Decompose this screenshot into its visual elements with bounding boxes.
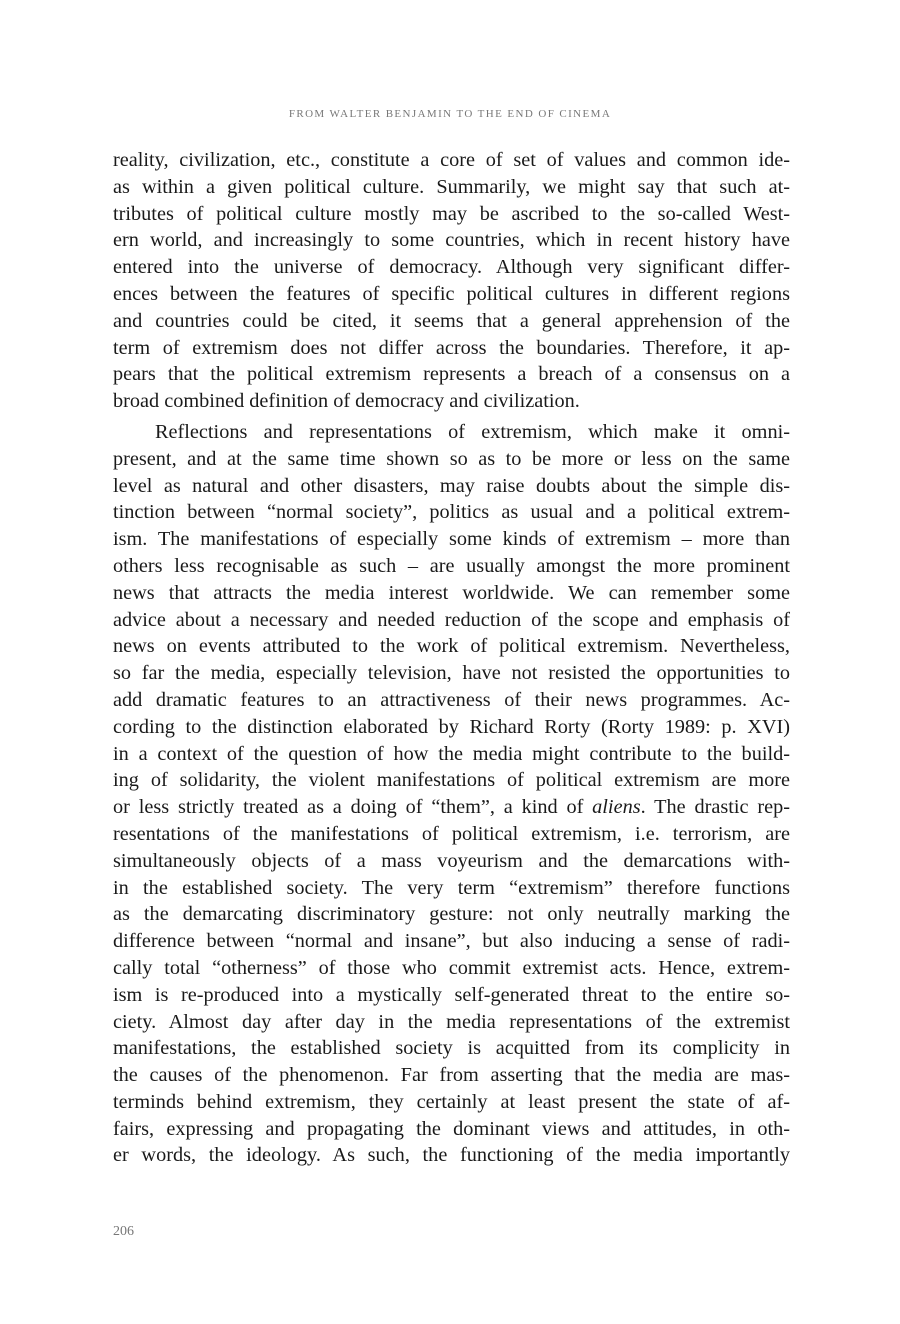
- text-line: as within a given political culture. Summarily, we might say that such at-: [113, 175, 790, 198]
- text-line-with-emphasis: [113, 794, 790, 821]
- running-head: FROM WALTER BENJAMIN TO THE END OF CINEMA: [288, 108, 612, 120]
- text-line: Reflections and representations of extremism, which make it omni-: [155, 420, 790, 443]
- text-line: broad combined definition of democracy and civilization.: [113, 390, 580, 413]
- page-number: 206: [113, 1224, 134, 1239]
- text-line: ences between the features of specific political cultures in different regions: [113, 282, 790, 305]
- text-line: in a context of the question of how the media might contribute to the build-: [113, 742, 790, 765]
- emphasized-word: aliens: [592, 796, 641, 819]
- text-line: news that attracts the media interest worldwide. We can remember some: [113, 581, 790, 604]
- text-segment: . The drastic rep-: [640, 796, 790, 819]
- text-line: terminds behind extremism, they certainly at least present the state of af-: [113, 1090, 790, 1113]
- text-line: entered into the universe of democracy. Although very significant differ-: [113, 256, 790, 279]
- text-line: others less recognisable as such – are usually amongst the more prominent: [113, 554, 790, 577]
- text-line: ing of solidarity, the violent manifestations of political extremism are more: [113, 769, 790, 792]
- text-line: term of extremism does not differ across the boundaries. Therefore, it ap-: [113, 336, 790, 359]
- text-line: ciety. Almost day after day in the media representations of the extremist: [113, 1010, 790, 1033]
- text-line: simultaneously objects of a mass voyeurism and the demarcations with-: [113, 849, 790, 872]
- text-line: tinction between “normal society”, politics as usual and a political extrem-: [113, 501, 790, 524]
- text-line: advice about a necessary and needed reduction of the scope and emphasis of: [113, 608, 790, 631]
- body-text: [113, 147, 790, 1169]
- text-line: as the demarcating discriminatory gesture: not only neutrally marking the: [113, 903, 790, 926]
- text-segment: or less strictly treated as a doing of “them”, a kind of: [113, 796, 593, 819]
- text-line: in the established society. The very term “extremism” therefore functions: [113, 876, 790, 899]
- text-line: manifestations, the established society is acquitted from its complicity in: [113, 1037, 790, 1060]
- text-line: the causes of the phenomenon. Far from asserting that the media are mas-: [113, 1064, 790, 1087]
- text-line: er words, the ideology. As such, the functioning of the media importantly: [113, 1144, 790, 1167]
- text-line: news on events attributed to the work of political extremism. Nevertheless,: [113, 635, 790, 658]
- text-line: present, and at the same time shown so as to be more or less on the same: [113, 447, 790, 470]
- text-line: ern world, and increasingly to some countries, which in recent history have: [113, 229, 790, 252]
- text-line: cally total “otherness” of those who commit extremist acts. Hence, extrem-: [113, 956, 790, 979]
- text-line: add dramatic features to an attractiveness of their news programmes. Ac-: [113, 688, 790, 711]
- text-line: level as natural and other disasters, may raise doubts about the simple dis-: [113, 474, 790, 497]
- text-line: ism is re-produced into a mystically self-generated threat to the entire so-: [113, 983, 790, 1006]
- text-line: fairs, expressing and propagating the dominant views and attitudes, in oth-: [113, 1117, 790, 1140]
- text-line: difference between “normal and insane”, but also inducing a sense of radi-: [113, 930, 790, 953]
- text-line: reality, civilization, etc., constitute a core of set of values and common ide-: [113, 149, 790, 171]
- paragraph-1: [113, 147, 790, 415]
- text-line: pears that the political extremism represents a breach of a consensus on a: [113, 363, 790, 386]
- paragraph-2: [113, 419, 790, 1169]
- text-line: resentations of the manifestations of political extremism, i.e. terrorism, are: [113, 822, 790, 845]
- text-line: ism. The manifestations of especially some kinds of extremism – more than: [113, 528, 790, 551]
- text-line: cording to the distinction elaborated by Richard Rorty (Rorty 1989: p. XVI): [113, 715, 790, 738]
- text-line: tributes of political culture mostly may be ascribed to the so-called West-: [113, 202, 790, 225]
- text-line: and countries could be cited, it seems that a general apprehension of the: [113, 309, 790, 332]
- text-line: so far the media, especially television, have not resisted the opportunities to: [113, 662, 790, 685]
